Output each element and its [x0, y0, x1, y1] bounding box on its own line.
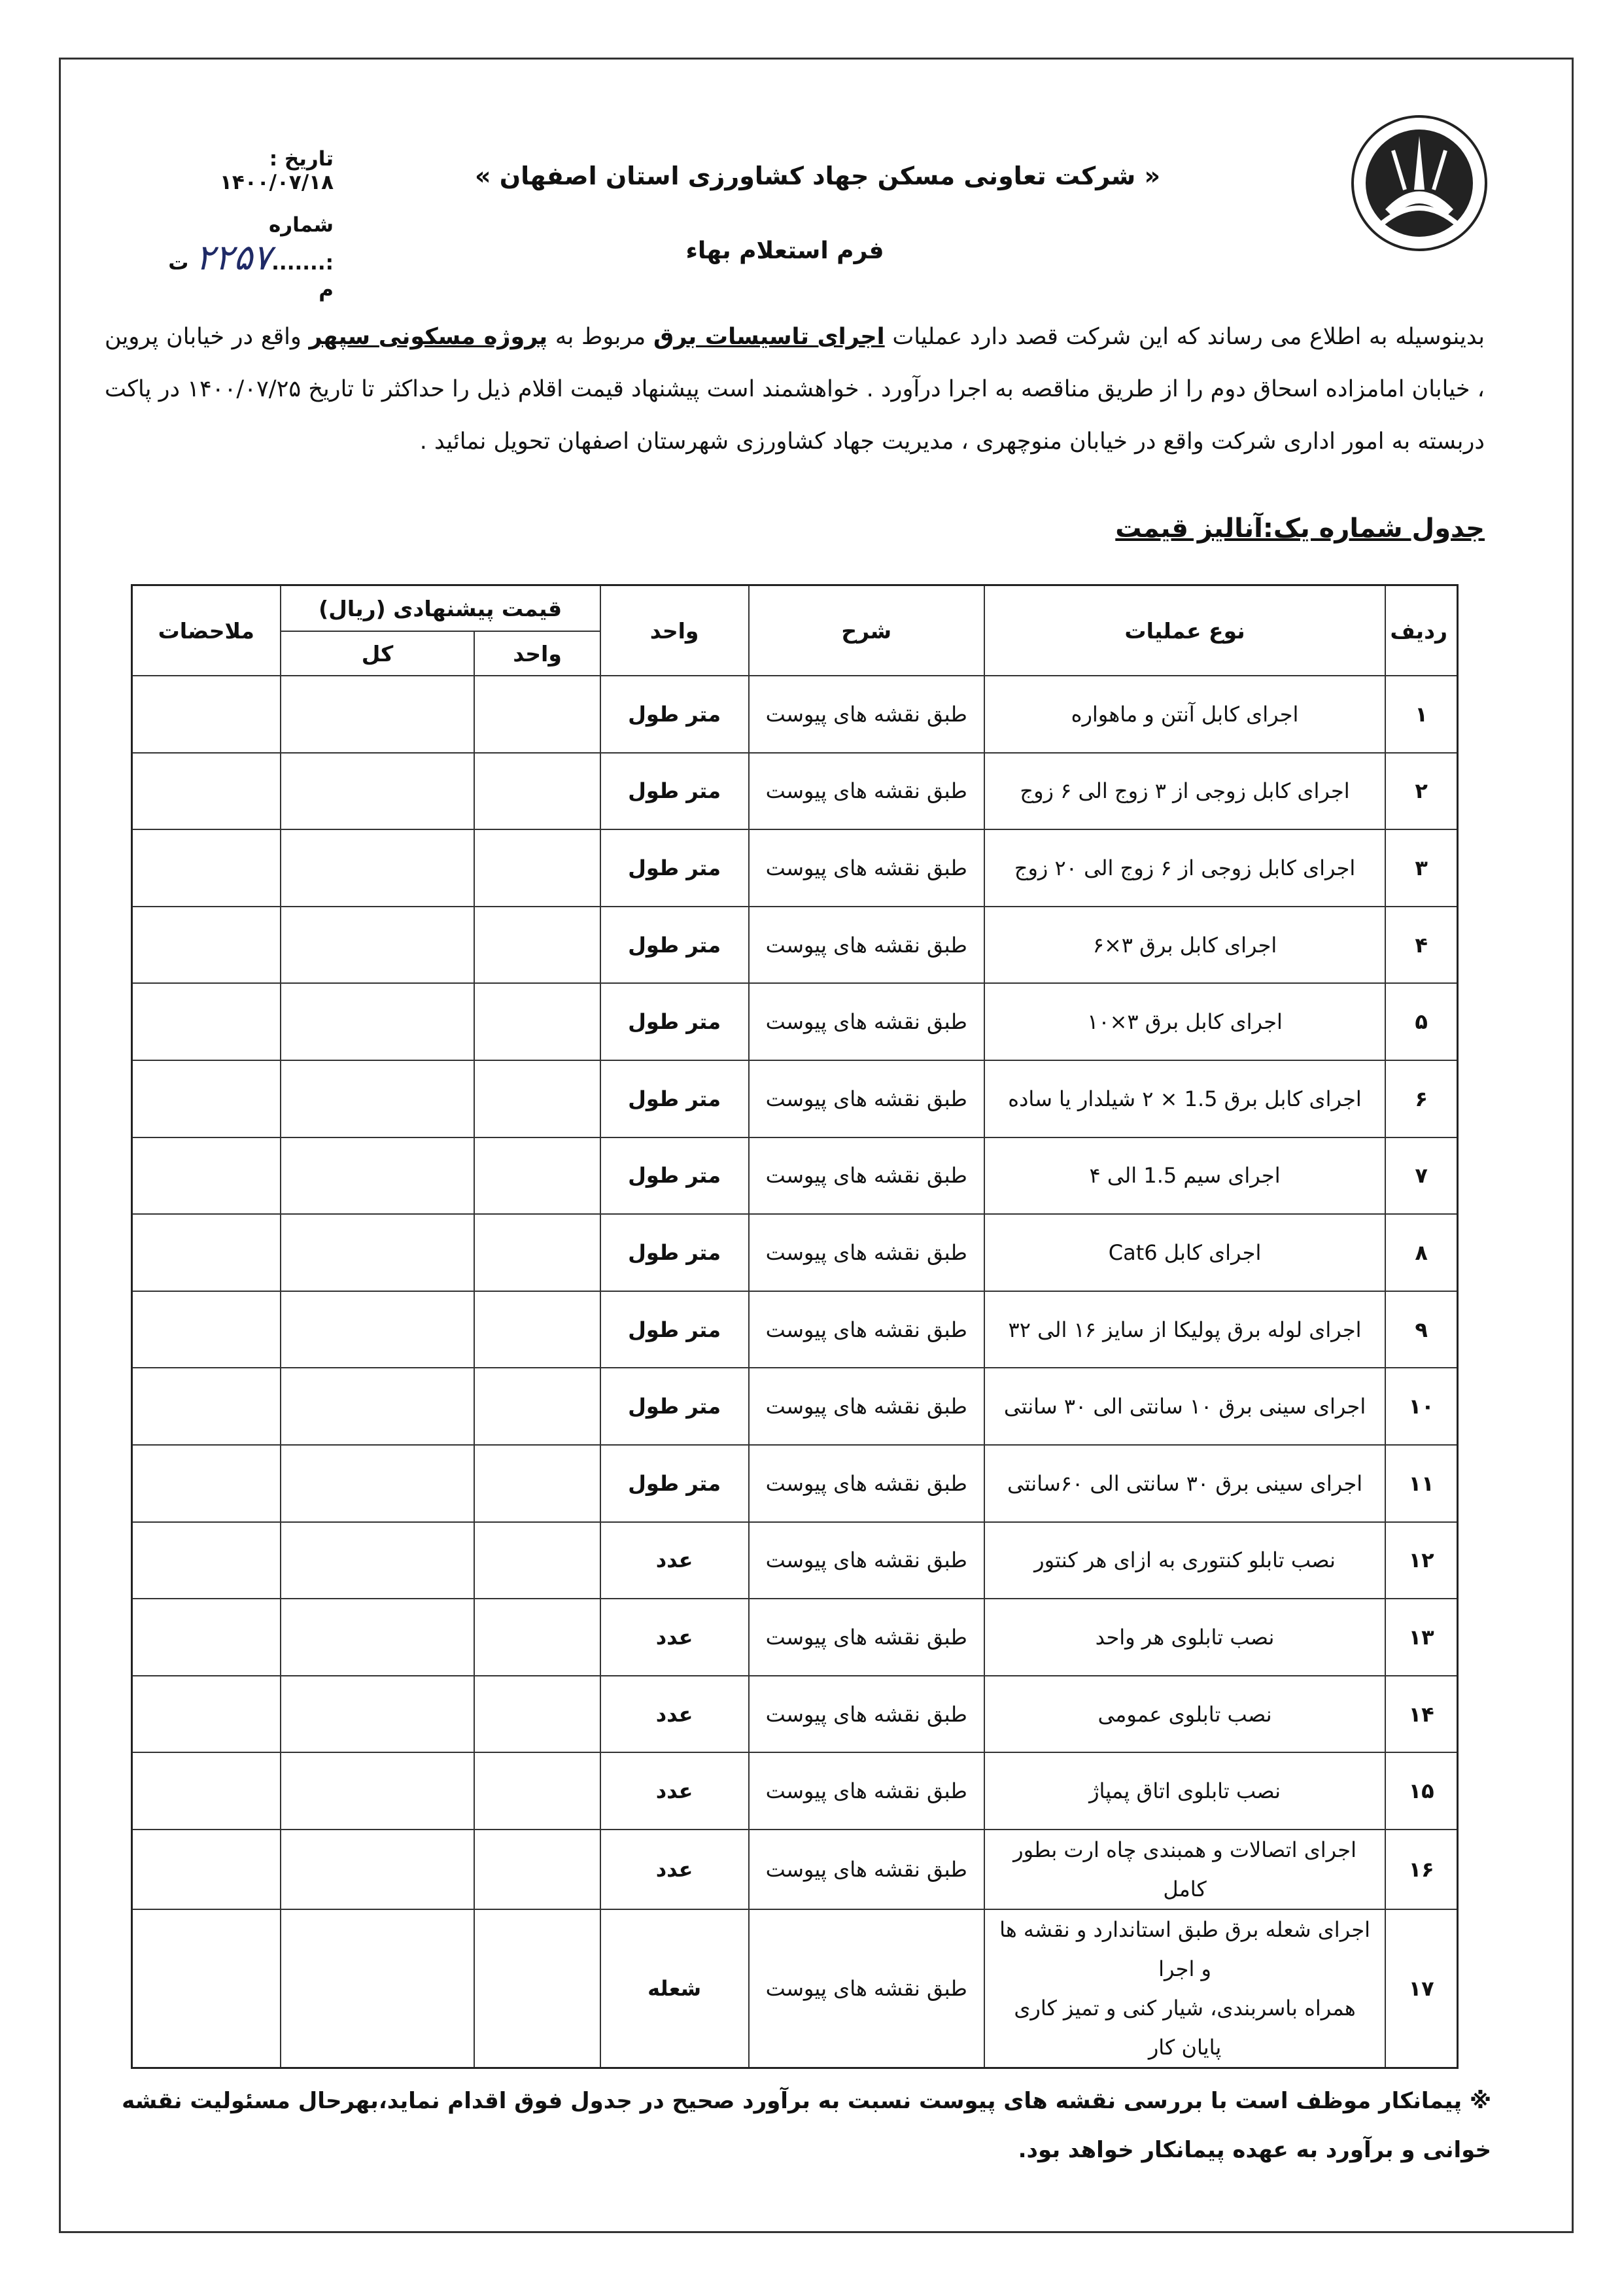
row-operation: نصب تابلوی هر واحد [984, 1599, 1385, 1676]
price-unit-cell[interactable] [474, 676, 600, 753]
row-unit: متر طول [600, 983, 749, 1060]
price-total-cell[interactable] [281, 1830, 475, 1909]
price-total-cell[interactable] [281, 1291, 475, 1368]
row-number: ۱۶ [1385, 1830, 1457, 1909]
row-unit: عدد [600, 1830, 749, 1909]
header-price-unit: واحد [474, 631, 600, 676]
table-row [132, 907, 1458, 984]
row-description: طبق نقشه های پیوست [749, 829, 984, 907]
row-operation: اجرای کابل برق 1.5 × ۲ شیلدار یا ساده [984, 1060, 1385, 1137]
row-operation: اجرای کابل Cat6 [984, 1214, 1385, 1291]
intro-text-3: واقع در خیابان پروین ، خیابان امامزاده اسحاق دوم را از طریق مناقصه به اجرا درآورد . خواهشمند است پیشنهاد قیمت اقلام ذیل را حداکثر تا تاریخ ۱۴۰۰/۰۷/۲۵ در پاکت دربسته به امور اداری شرکت واقع در خیابان منوچهری ، مدیریت جهاد کشاورزی شهرستان اصفهان تحویل نمائید . [105, 324, 1485, 455]
price-total-cell[interactable] [281, 1599, 475, 1676]
row-unit: شعله [600, 1909, 749, 2068]
price-total-cell[interactable] [281, 983, 475, 1060]
row-operation: نصب تابلو کنتوری به ازای هر کنتور [984, 1522, 1385, 1599]
company-title: « شرکت تعاونی مسکن جهاد کشاورزی استان اصفهان » [474, 162, 1161, 190]
row-number: ۶ [1385, 1060, 1457, 1137]
remarks-cell[interactable] [132, 1522, 281, 1599]
row-number: ۱۳ [1385, 1599, 1457, 1676]
row-operation: اجرای سینی برق ۱۰ سانتی الی ۳۰ سانتی [984, 1368, 1385, 1445]
price-total-cell[interactable] [281, 1137, 475, 1215]
row-operation: اجرای کابل آنتن و ماهواره [984, 676, 1385, 753]
table-row [132, 1214, 1458, 1291]
row-description: طبق نقشه های پیوست [749, 1599, 984, 1676]
table-header-row [132, 585, 1458, 632]
row-description: طبق نقشه های پیوست [749, 1445, 984, 1522]
price-total-cell[interactable] [281, 907, 475, 984]
row-unit: متر طول [600, 1214, 749, 1291]
price-unit-cell[interactable] [474, 1291, 600, 1368]
row-number: ۱۵ [1385, 1752, 1457, 1830]
row-operation-line: همراه باسربندی، شیار کنی و تمیز کاری پایان کار [1014, 1995, 1356, 2060]
price-total-cell[interactable] [281, 676, 475, 753]
table-row [132, 1676, 1458, 1753]
table-row [132, 1522, 1458, 1599]
remarks-cell[interactable] [132, 1909, 281, 2068]
row-operation [984, 1909, 1385, 2068]
row-operation: اجرای کابل برق ۳×۱۰ [984, 983, 1385, 1060]
table-row [132, 1752, 1458, 1830]
table-row [132, 1445, 1458, 1522]
table-row [132, 1137, 1458, 1215]
row-unit: متر طول [600, 1137, 749, 1215]
number-suffix: ت م [168, 251, 334, 302]
price-unit-cell[interactable] [474, 1060, 600, 1137]
price-unit-cell[interactable] [474, 983, 600, 1060]
intro-bold-operation: اجرای تاسیسات برق [653, 324, 885, 350]
row-number: ۱۴ [1385, 1676, 1457, 1753]
date-value: ۱۴۰۰/۰۷/۱۸ [219, 171, 334, 194]
price-analysis-table [131, 584, 1459, 2069]
price-unit-cell[interactable] [474, 1909, 600, 2068]
remarks-cell[interactable] [132, 983, 281, 1060]
number-label: شماره : [268, 213, 334, 275]
table-row [132, 1060, 1458, 1137]
row-unit: متر طول [600, 829, 749, 907]
price-total-cell[interactable] [281, 1909, 475, 2068]
row-unit: متر طول [600, 753, 749, 830]
row-operation-line: اجرای شعله برق طبق استاندارد و نقشه ها و اجرا [999, 1917, 1371, 1981]
table-row [132, 1291, 1458, 1368]
price-total-cell[interactable] [281, 1445, 475, 1522]
table-row [132, 983, 1458, 1060]
row-description: طبق نقشه های پیوست [749, 1830, 984, 1909]
remarks-cell[interactable] [132, 1830, 281, 1909]
row-number: ۱۷ [1385, 1909, 1457, 2068]
remarks-cell[interactable] [132, 1214, 281, 1291]
price-unit-cell[interactable] [474, 829, 600, 907]
row-number: ۱۲ [1385, 1522, 1457, 1599]
table-row [132, 753, 1458, 830]
handwritten-number: ۲۲۵۷ [196, 237, 272, 278]
price-unit-cell[interactable] [474, 1445, 600, 1522]
header-operation: نوع عملیات [984, 585, 1385, 676]
price-unit-cell[interactable] [474, 1676, 600, 1753]
header-remarks: ملاحضات [132, 585, 281, 676]
row-number: ۴ [1385, 907, 1457, 984]
price-total-cell[interactable] [281, 1752, 475, 1830]
letter-number-field [157, 213, 334, 302]
table-body [132, 676, 1458, 1909]
row-number: ۷ [1385, 1137, 1457, 1215]
row-unit: متر طول [600, 1291, 749, 1368]
row-description: طبق نقشه های پیوست [749, 676, 984, 753]
row-operation: اجرای کابل زوجی از ۳ زوج الی ۶ زوج [984, 753, 1385, 830]
row-operation: اجرای اتصالات و همبندی چاه ارت بطور کامل [984, 1830, 1385, 1909]
table-caption: جدول شماره یک:آنالیز قیمت [1115, 513, 1485, 544]
form-title: فرم استعلام بهاء [685, 237, 884, 264]
row-unit: متر طول [600, 907, 749, 984]
row-unit: متر طول [600, 1368, 749, 1445]
header-price-total: کل [281, 631, 475, 676]
price-total-cell[interactable] [281, 829, 475, 907]
row-operation: اجرای سینی برق ۳۰ سانتی الی ۶۰سانتی [984, 1445, 1385, 1522]
price-unit-cell[interactable] [474, 1830, 600, 1909]
table-row [132, 1830, 1458, 1909]
date-field [157, 147, 334, 194]
remarks-cell[interactable] [132, 1599, 281, 1676]
price-unit-cell[interactable] [474, 1214, 600, 1291]
row-description: طبق نقشه های پیوست [749, 1368, 984, 1445]
price-total-cell[interactable] [281, 1676, 475, 1753]
row-description: طبق نقشه های پیوست [749, 1214, 984, 1291]
footnote: ※ پیمانکار موظف است با بررسی نقشه های پیوست نسبت به برآورد صحیح در جدول فوق اقدام نماید،بهرحال مسئولیت نقشه خوانی و برآورد به عهده پیمانکار خواهد بود. [122, 2088, 1491, 2163]
price-total-cell[interactable] [281, 1522, 475, 1599]
row-description: طبق نقشه های پیوست [749, 1522, 984, 1599]
row-description: طبق نقشه های پیوست [749, 1752, 984, 1830]
intro-bold-project: پروژه مسکونی سپهر [309, 324, 548, 350]
header-unit: واحد [600, 585, 749, 676]
row-description: طبق نقشه های پیوست [749, 1137, 984, 1215]
row-unit: عدد [600, 1522, 749, 1599]
row-description: طبق نقشه های پیوست [749, 1060, 984, 1137]
row-number: ۱ [1385, 676, 1457, 753]
header-proposed-price: قیمت پیشنهادی (ریال) [281, 585, 600, 632]
row-description: طبق نقشه های پیوست [749, 753, 984, 830]
header-row-no: ردیف [1385, 585, 1457, 676]
row-description: طبق نقشه های پیوست [749, 983, 984, 1060]
remarks-cell[interactable] [132, 676, 281, 753]
row-operation: اجرای سیم 1.5 الی ۴ [984, 1137, 1385, 1215]
price-total-cell[interactable] [281, 1060, 475, 1137]
table-row [132, 1368, 1458, 1445]
price-unit-cell[interactable] [474, 907, 600, 984]
row-operation: اجرای کابل برق ۳×۶ [984, 907, 1385, 984]
row-number: ۱۰ [1385, 1368, 1457, 1445]
row-unit: متر طول [600, 1445, 749, 1522]
row-operation: نصب تابلوی اتاق پمپاژ [984, 1752, 1385, 1830]
row-description: طبق نقشه های پیوست [749, 907, 984, 984]
intro-text-1: بدینوسیله به اطلاع می رساند که این شرکت قصد دارد عملیات [892, 324, 1485, 350]
table-row [132, 676, 1458, 753]
row-unit: عدد [600, 1752, 749, 1830]
price-unit-cell[interactable] [474, 753, 600, 830]
remarks-cell[interactable] [132, 829, 281, 907]
remarks-cell[interactable] [132, 1137, 281, 1215]
table-row [132, 1599, 1458, 1676]
row-unit: عدد [600, 1599, 749, 1676]
price-unit-cell[interactable] [474, 1368, 600, 1445]
price-total-cell[interactable] [281, 1214, 475, 1291]
table-row [132, 1909, 1458, 2068]
row-number: ۸ [1385, 1214, 1457, 1291]
remarks-cell[interactable] [132, 1368, 281, 1445]
table-row [132, 829, 1458, 907]
row-number: ۲ [1385, 753, 1457, 830]
intro-text-2: مربوط به [555, 324, 646, 350]
price-unit-cell[interactable] [474, 1599, 600, 1676]
row-number: ۹ [1385, 1291, 1457, 1368]
row-description: طبق نقشه های پیوست [749, 1909, 984, 2068]
number-dots: ....... [271, 251, 326, 275]
intro-paragraph [105, 311, 1485, 468]
row-unit: عدد [600, 1676, 749, 1753]
row-operation: اجرای کابل زوجی از ۶ زوج الی ۲۰ زوج [984, 829, 1385, 907]
remarks-cell[interactable] [132, 1676, 281, 1753]
row-operation: اجرای لوله برق پولیکا از سایز ۱۶ الی ۳۲ [984, 1291, 1385, 1368]
row-operation: نصب تابلوی عمومی [984, 1676, 1385, 1753]
price-unit-cell[interactable] [474, 1137, 600, 1215]
header-description: شرح [749, 585, 984, 676]
price-total-cell[interactable] [281, 753, 475, 830]
row-number: ۳ [1385, 829, 1457, 907]
remarks-cell[interactable] [132, 1060, 281, 1137]
remarks-cell[interactable] [132, 907, 281, 984]
date-label: تاریخ : [269, 147, 334, 171]
row-description: طبق نقشه های پیوست [749, 1291, 984, 1368]
remarks-cell[interactable] [132, 1752, 281, 1830]
remarks-cell[interactable] [132, 1445, 281, 1522]
price-unit-cell[interactable] [474, 1752, 600, 1830]
company-logo [1347, 111, 1491, 255]
row-description: طبق نقشه های پیوست [749, 1676, 984, 1753]
price-total-cell[interactable] [281, 1368, 475, 1445]
row-unit: متر طول [600, 1060, 749, 1137]
remarks-cell[interactable] [132, 753, 281, 830]
price-unit-cell[interactable] [474, 1522, 600, 1599]
row-number: ۱۱ [1385, 1445, 1457, 1522]
row-number: ۵ [1385, 983, 1457, 1060]
remarks-cell[interactable] [132, 1291, 281, 1368]
row-unit: متر طول [600, 676, 749, 753]
